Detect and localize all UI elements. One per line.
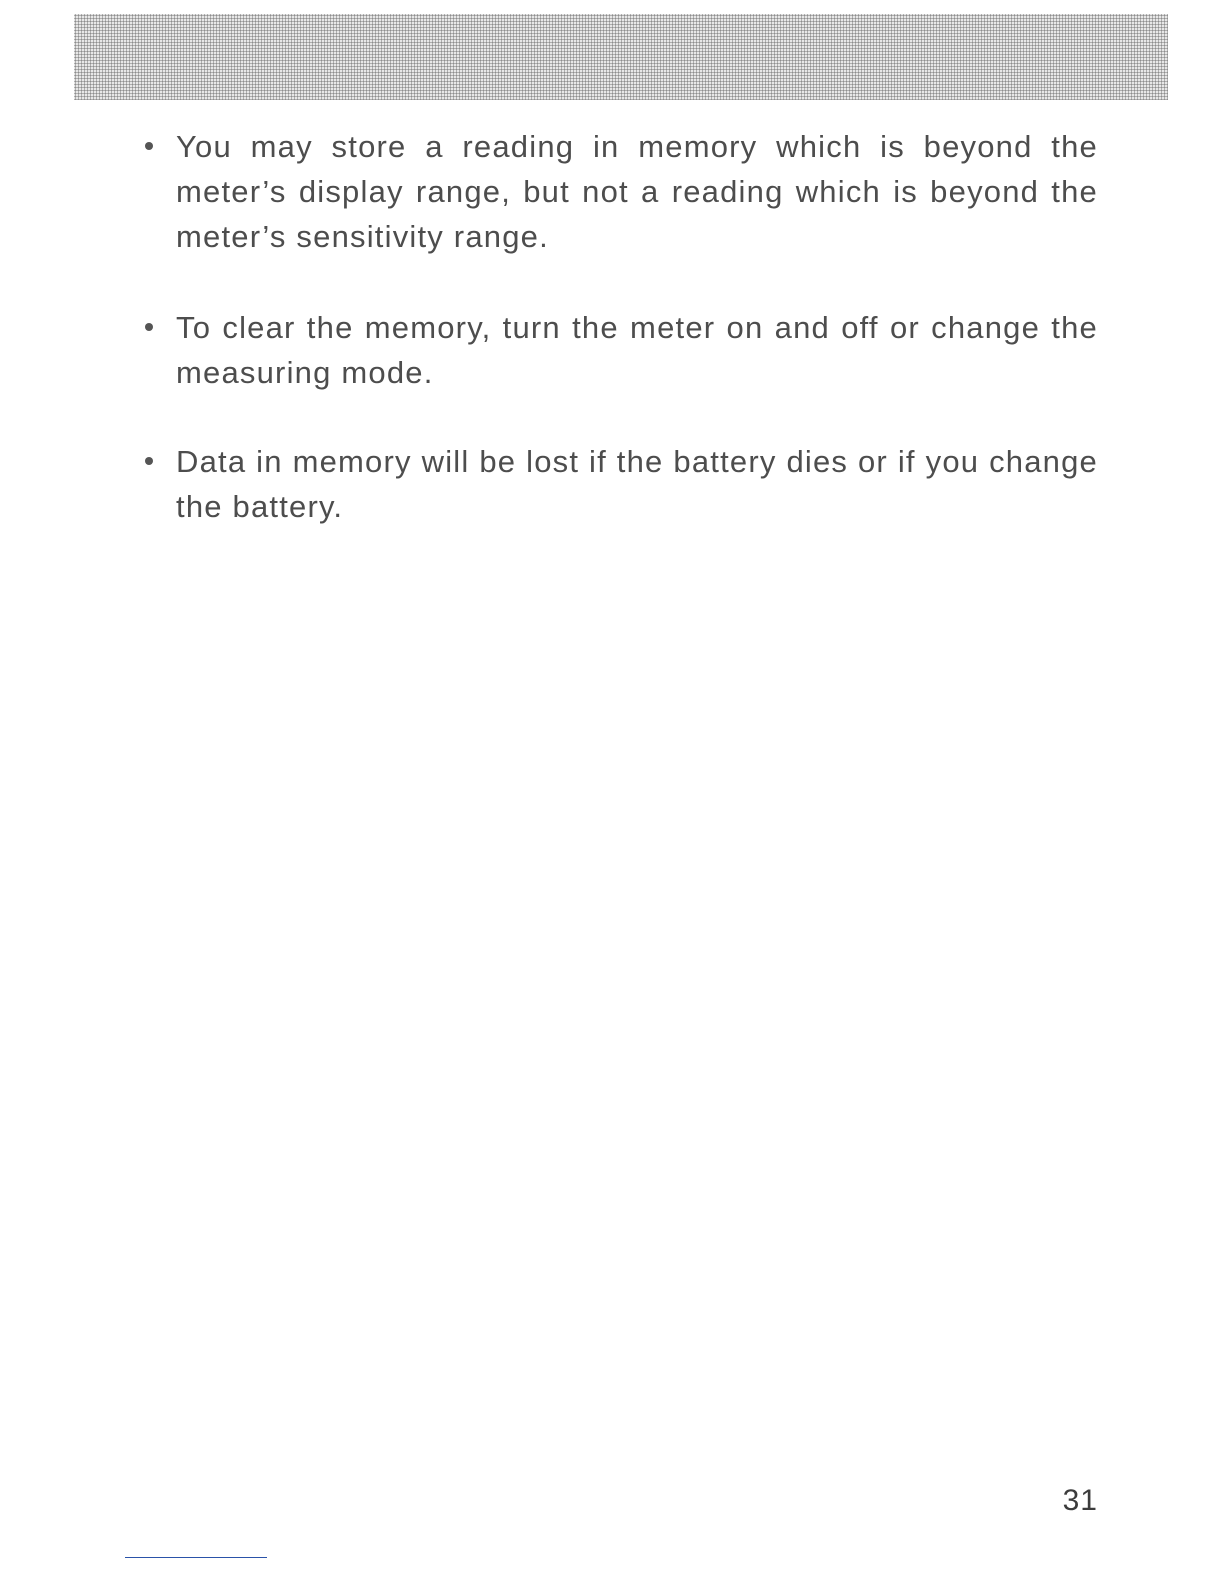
page-number: 31 [1062,1484,1098,1517]
bullet-text: To clear the memory, turn the meter on and off or change the measuring mode. [176,310,1098,390]
footer-rule [125,1557,267,1558]
bullet-icon [145,142,153,150]
bullet-icon [145,323,153,331]
list-item [143,305,1098,395]
list-item [143,439,1098,529]
bullet-list [143,124,1098,575]
list-item [143,124,1098,259]
header-band [74,14,1168,100]
bullet-text: You may store a reading in memory which is beyond the meter’s display range, but not a reading which is beyond the meter’s sensitivity range. [176,129,1098,254]
bullet-icon [145,457,153,465]
bullet-text: Data in memory will be lost if the battery dies or if you change the battery. [176,444,1098,524]
